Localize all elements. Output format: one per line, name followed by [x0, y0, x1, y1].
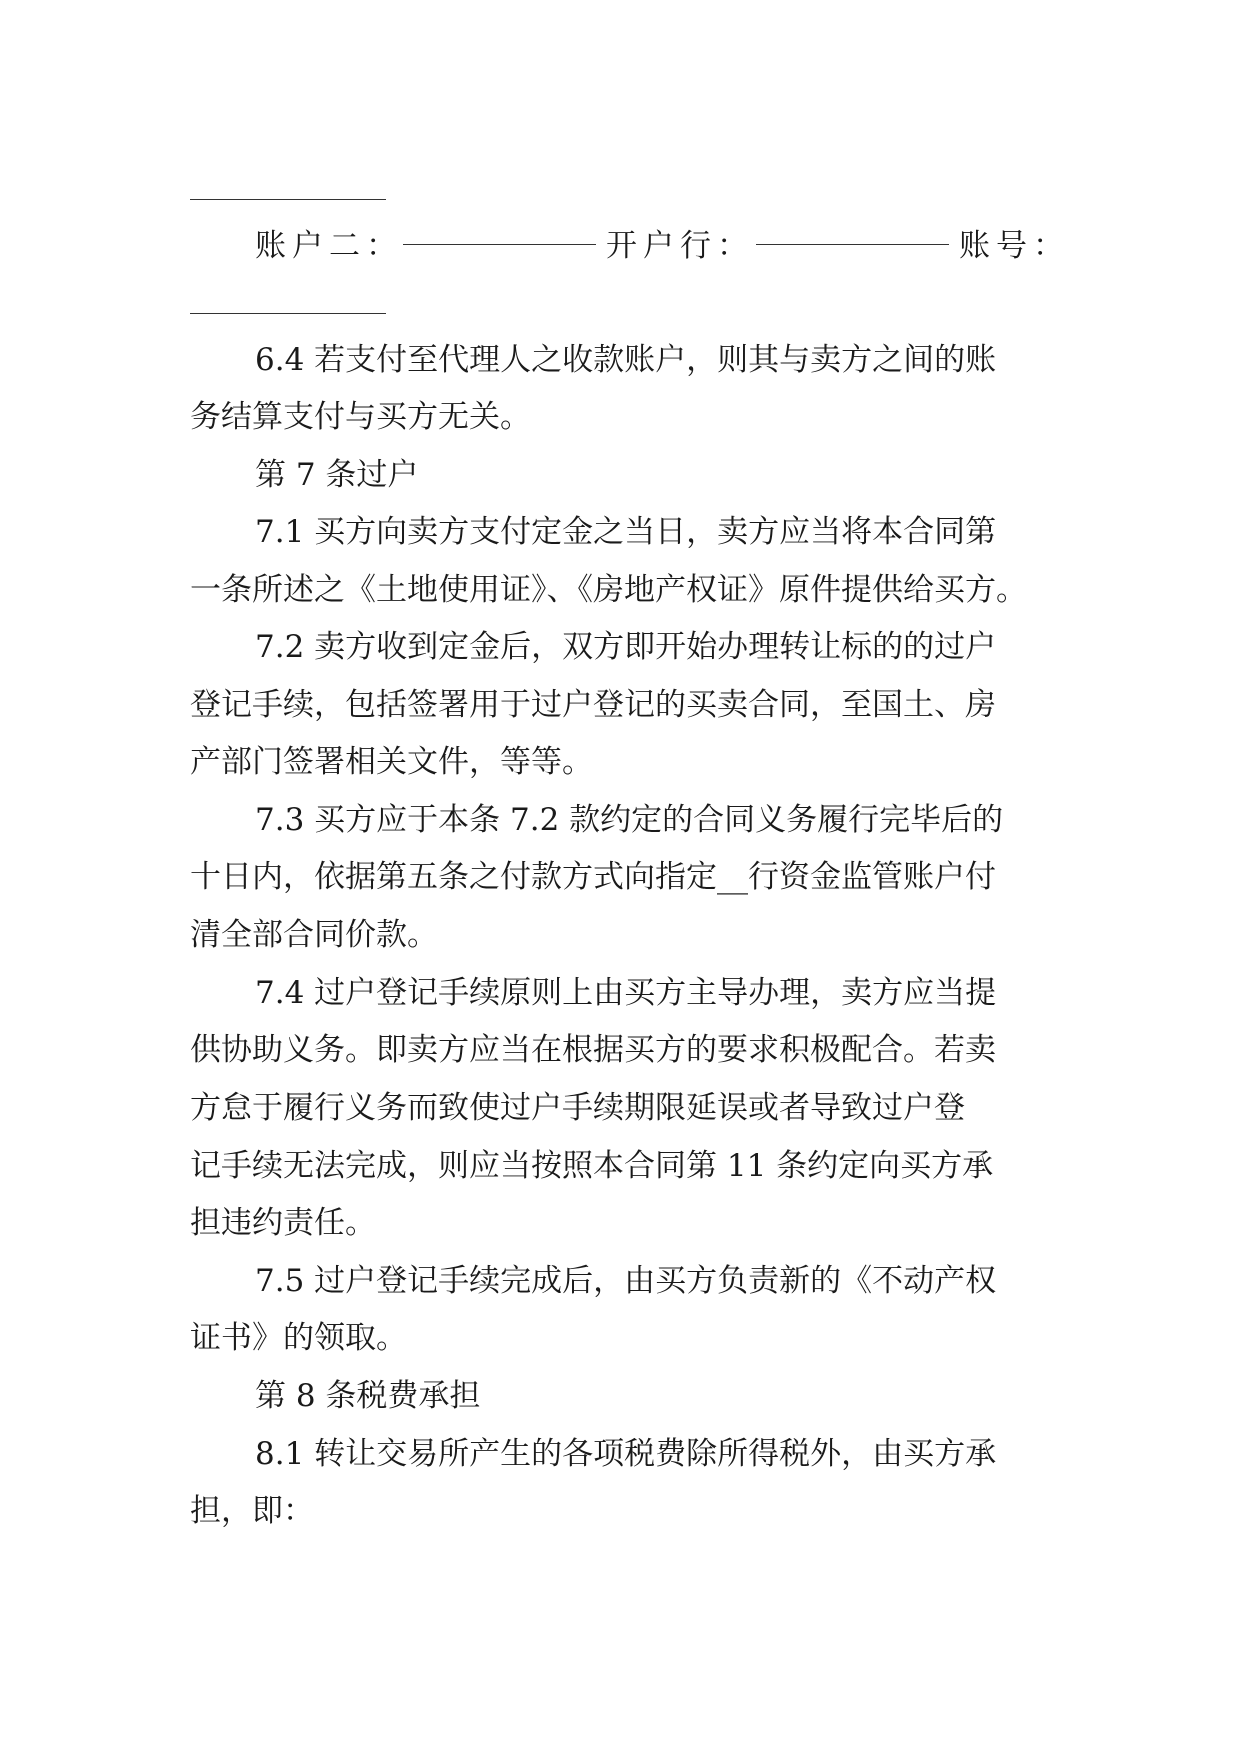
clause-7-1-line-2: 一条所述之《土地使用证》、《房地产权证》原件提供给买方。 — [190, 572, 1027, 608]
article-8-heading: 第 8 条税费承担 — [255, 1378, 481, 1414]
bank-label: 开户行： — [606, 227, 754, 264]
clause-7-3-line-2: 十日内，依据第五条之付款方式向指定__行资金监管账户付 — [190, 859, 996, 895]
clause-7-5-line-2: 证书》的领取。 — [190, 1320, 407, 1356]
clause-8-1-line-1: 8.1 转让交易所产生的各项税费除所得税外，由买方承 — [255, 1436, 997, 1472]
clause-7-4-line-4: 记手续无法完成，则应当按照本合同第 11 条约定向买方承 — [190, 1148, 994, 1184]
clause-7-4-line-2: 供协助义务。即卖方应当在根据买方的要求积极配合。若卖 — [190, 1032, 996, 1068]
bank-blank — [756, 243, 949, 245]
account-blank — [403, 243, 596, 245]
account-number-label: 账号： — [959, 227, 1070, 264]
blank-line-top — [190, 199, 386, 200]
clause-7-2-line-1: 7.2 卖方收到定金后，双方即开始办理转让标的的过户 — [255, 629, 997, 665]
clause-7-2-line-3: 产部门签署相关文件，等等。 — [190, 744, 593, 780]
clause-6-4-line-1: 6.4 若支付至代理人之收款账户，则其与卖方之间的账 — [255, 342, 997, 378]
account-two-row — [255, 213, 1070, 271]
article-7-heading: 第 7 条过户 — [255, 457, 419, 493]
clause-6-4-line-2: 务结算支付与买方无关。 — [190, 399, 531, 435]
clause-7-3-line-3: 清全部合同价款。 — [190, 917, 438, 953]
clause-8-1-line-2: 担，即： — [190, 1493, 314, 1529]
clause-7-3-line-1: 7.3 买方应于本条 7.2 款约定的合同义务履行完毕后的 — [255, 802, 1004, 838]
clause-7-4-line-3: 方怠于履行义务而致使过户手续期限延误或者导致过户登 — [190, 1090, 965, 1126]
clause-7-4-line-5: 担违约责任。 — [190, 1205, 376, 1241]
blank-line-account-number — [190, 313, 386, 314]
clause-7-5-line-1: 7.5 过户登记手续完成后，由买方负责新的《不动产权 — [255, 1263, 997, 1299]
account-label: 账户二： — [255, 227, 403, 264]
clause-7-1-line-1: 7.1 买方向卖方支付定金之当日，卖方应当将本合同第 — [255, 514, 997, 550]
clause-7-4-line-1: 7.4 过户登记手续原则上由买方主导办理，卖方应当提 — [255, 975, 997, 1011]
clause-7-2-line-2: 登记手续，包括签署用于过户登记的买卖合同，至国土、房 — [190, 687, 996, 723]
